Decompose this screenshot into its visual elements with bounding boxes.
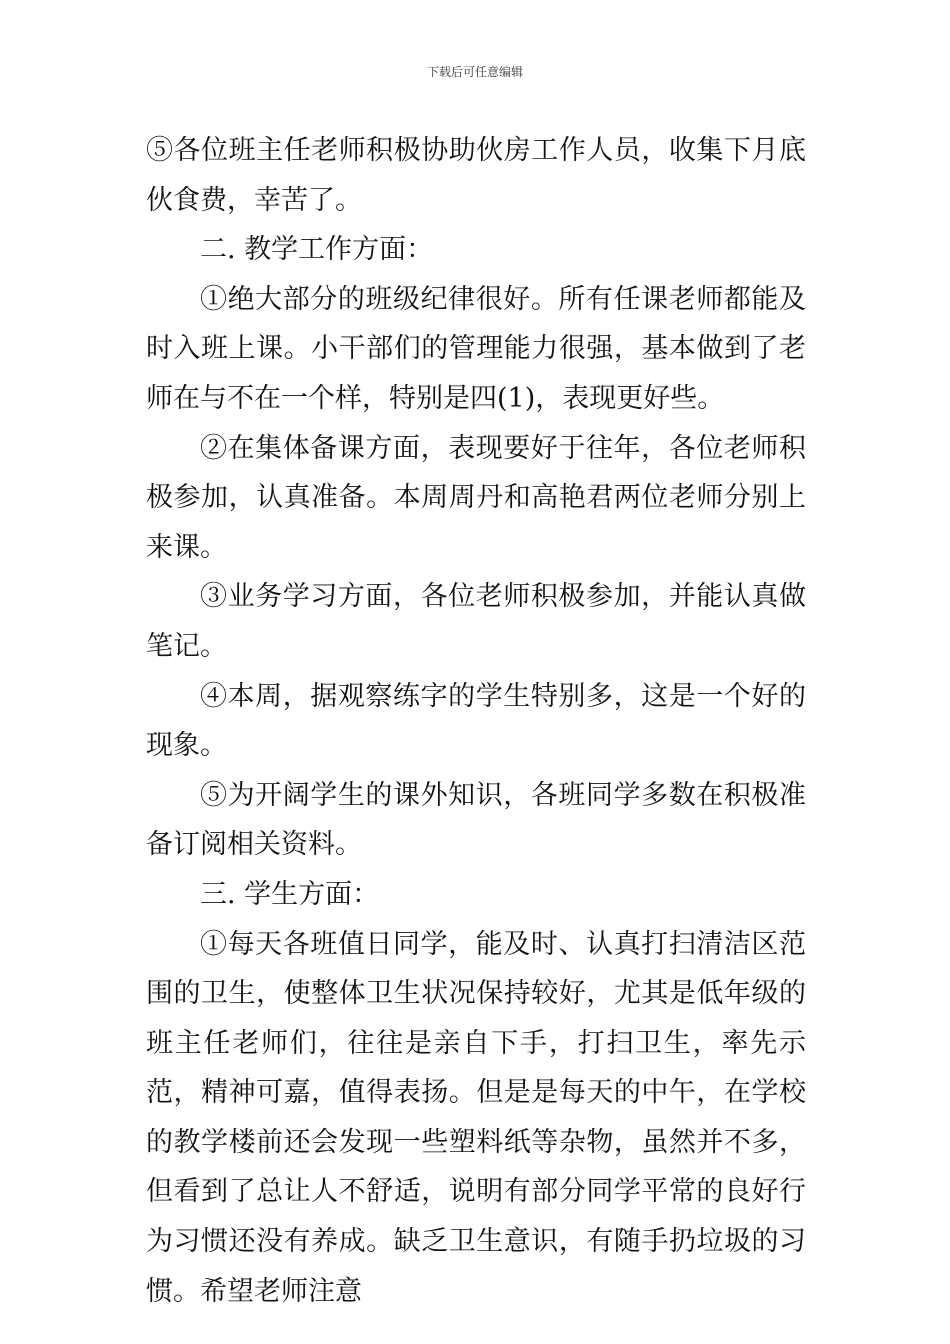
section-heading-students: 三. 学生方面： [200, 878, 380, 910]
document-body [146, 126, 806, 1316]
paragraph-fee-collection: ⑤各位班主任老师积极协助伙房工作人员，收集下月底伙食费，幸苦了。 [146, 135, 806, 216]
page-header-note: 下载后可任意编辑 [426, 65, 523, 79]
section-heading-teaching: 二. 教学工作方面： [200, 234, 434, 266]
paragraph-extracurricular: ⑤为开阔学生的课外知识，各班同学多数在积极准备订阅相关资料。 [146, 779, 806, 861]
paragraph-class-discipline: ①绝大部分的班级纪律很好。所有任课老师都能及时入班上课。小干部们的管理能力很强，基本做到了老师在与不在一个样，特别是四(1)，表现更好些。 [146, 283, 806, 414]
paragraph-hygiene: ①每天各班值日同学，能及时、认真打扫清洁区范围的卫生，使整体卫生状况保持较好，尤其是低年级的班主任老师们，往往是亲自下手，打扫卫生，率先示范，精神可嘉，值得表扬。但是是每天的中午，在学校的教学楼前还会发现一些塑料纸等杂物，虽然并不多，但看到了总让人不舒适，说明有部分同学平常的良好行为习惯还没有养成。缺乏卫生意识，有随手扔垃圾的习惯。希望老师注意 [146, 928, 806, 1307]
paragraph-professional-study: ③业务学习方面，各位老师积极参加，并能认真做笔记。 [146, 581, 806, 662]
paragraph-calligraphy: ④本周，据观察练字的学生特别多，这是一个好的现象。 [146, 680, 806, 762]
paragraph-lesson-prep: ②在集体备课方面，表现要好于往年，各位老师积极参加，认真准备。本周周丹和高艳君两位老师分别上来课。 [146, 432, 806, 563]
